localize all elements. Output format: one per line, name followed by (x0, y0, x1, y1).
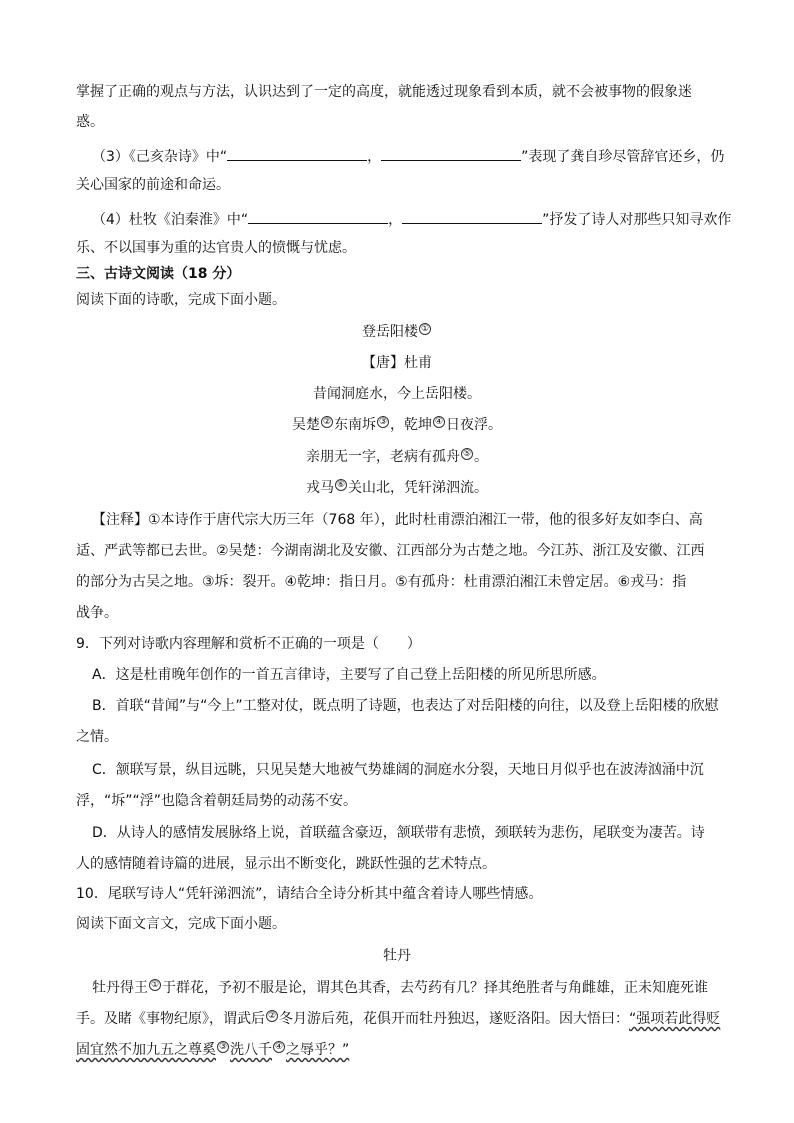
section-heading: 三、古诗文阅读（18 分） (76, 266, 241, 282)
prose-title: 牡丹 (383, 948, 411, 964)
option-c-cont: 浮，“坼”“浮”也隐含着朝廷局势的动荡不安。 (76, 793, 358, 809)
poem-line: 亲朋无一字，老病有孤舟 ⑤ 。 (306, 449, 488, 465)
answer-blank[interactable] (381, 145, 521, 161)
footnote-marker: ⑤ (462, 449, 472, 459)
instruction: 阅读下面文言文，完成下面小题。 (76, 916, 286, 932)
option-a: A．这是杜甫晚年创作的一首五言律诗，主要写了自己登上岳阳楼的所见所思所感。 (92, 667, 606, 683)
option-c: C．颔联写景，纵目远眺，只见吴楚大地被气势雄阔的洞庭水分裂，天地日月似乎也在波涛汹涌中沉 (92, 762, 704, 778)
footnote-marker: ③ (218, 1042, 228, 1052)
notes-line: 【注释】①本诗作于唐代宗大历三年（768 年），此时杜甫漂泊湘江一带，他的很多好友如李白、高 (92, 512, 703, 528)
answer-blank[interactable] (227, 145, 367, 161)
instruction: 阅读下面的诗歌，完成下面小题。 (76, 292, 286, 308)
question-10: 10．尾联写诗人“凭轩涕泗流”，请结合全诗分析其中蕴含着诗人哪些情感。 (76, 886, 543, 902)
poem-line: 吴楚 ② 东南坼 ③ ，乾坤 ④ 日夜浮。 (292, 417, 502, 433)
option-d: D．从诗人的感情发展脉络上说，首联蕴含豪迈，颔联带有悲愤，颈联转为悲伤，尾联变为凄苦。诗 (92, 825, 705, 841)
prose-line: 手。及睹《事物纪原》，谓武后 ② 冬月游后苑，花俱开而牡丹独迟，遂贬洛阳。因大悟曰：“强项若此得贬 (76, 1011, 721, 1027)
poem-line: 昔闻洞庭水，今上岳阳楼。 (313, 386, 481, 402)
underlined-text: 之辱乎？” (286, 1042, 350, 1058)
option-b: B．首联“昔闻”与“今上”工整对仗，既点明了诗题，也表达了对岳阳楼的向往，以及登上岳阳楼的欣慰 (92, 698, 719, 714)
answer-blank[interactable] (402, 208, 542, 224)
question-9: 9．下列对诗歌内容理解和赏析不正确的一项是（ ） (76, 636, 421, 652)
footnote-marker: ④ (274, 1042, 284, 1052)
notes-line: 战争。 (76, 605, 118, 621)
option-b-cont: 之情。 (76, 729, 118, 745)
notes-line: 适、严武等都已去世。②吴楚：今湖南湖北及安徽、江西部分为古楚之地。今江苏、浙江及安徽、江西 (76, 543, 705, 559)
prose-line (76, 1040, 754, 1060)
poem-line: 戎马 ⑥ 关山北，凭轩涕泗流。 (306, 480, 488, 496)
footnote-marker: ⑥ (336, 480, 346, 490)
prose-line: 牡丹得王 ① 于群花，予初不服是论，谓其色其香，去芍药有几？择其绝胜者与角雌雄，正未知鹿死谁 (92, 980, 708, 996)
option-d-cont: 人的感情随着诗篇的进展，显示出不断变化，跳跃性强的艺术特点。 (76, 856, 496, 872)
question-4: （4）杜牧《泊秦淮》中“ ， ”抒发了诗人对那些只知寻欢作 (92, 208, 754, 230)
underlined-text: 洗八千 (230, 1042, 272, 1058)
question-3: （3）《己亥杂诗》中“ ， ”表现了龚自珍尽管辞官还乡，仍 (92, 145, 754, 167)
para-line: 惑。 (76, 114, 104, 130)
underlined-text: 固宜然不加九五之尊奚 (76, 1042, 216, 1058)
notes-line: 的部分为古吴之地。③坼：裂开。④乾坤：指日月。⑤有孤舟：杜甫漂泊湘江未曾定居。⑥戎马：指 (76, 574, 687, 590)
para-line: 乐、不以国事为重的达官贵人的愤慨与忧虑。 (76, 240, 356, 256)
footnote-marker: ① (150, 980, 160, 990)
para-line: 掌握了正确的观点与方法，认识达到了一定的高度，就能透过现象看到本质，就不会被事物的假象迷 (76, 84, 692, 100)
poem-title: 登岳阳楼 ① (362, 324, 430, 340)
answer-blank[interactable] (248, 208, 388, 224)
underlined-text: “强项若此得贬 (629, 1011, 721, 1027)
poem-author: 【唐】杜甫 (362, 355, 432, 371)
footnote-marker: ③ (378, 417, 388, 427)
footnote-marker: ② (267, 1011, 277, 1021)
para-line: 关心国家的前途和命运。 (76, 177, 230, 193)
footnote-marker: ① (420, 324, 430, 334)
footnote-marker: ② (322, 417, 332, 427)
footnote-marker: ④ (434, 417, 444, 427)
